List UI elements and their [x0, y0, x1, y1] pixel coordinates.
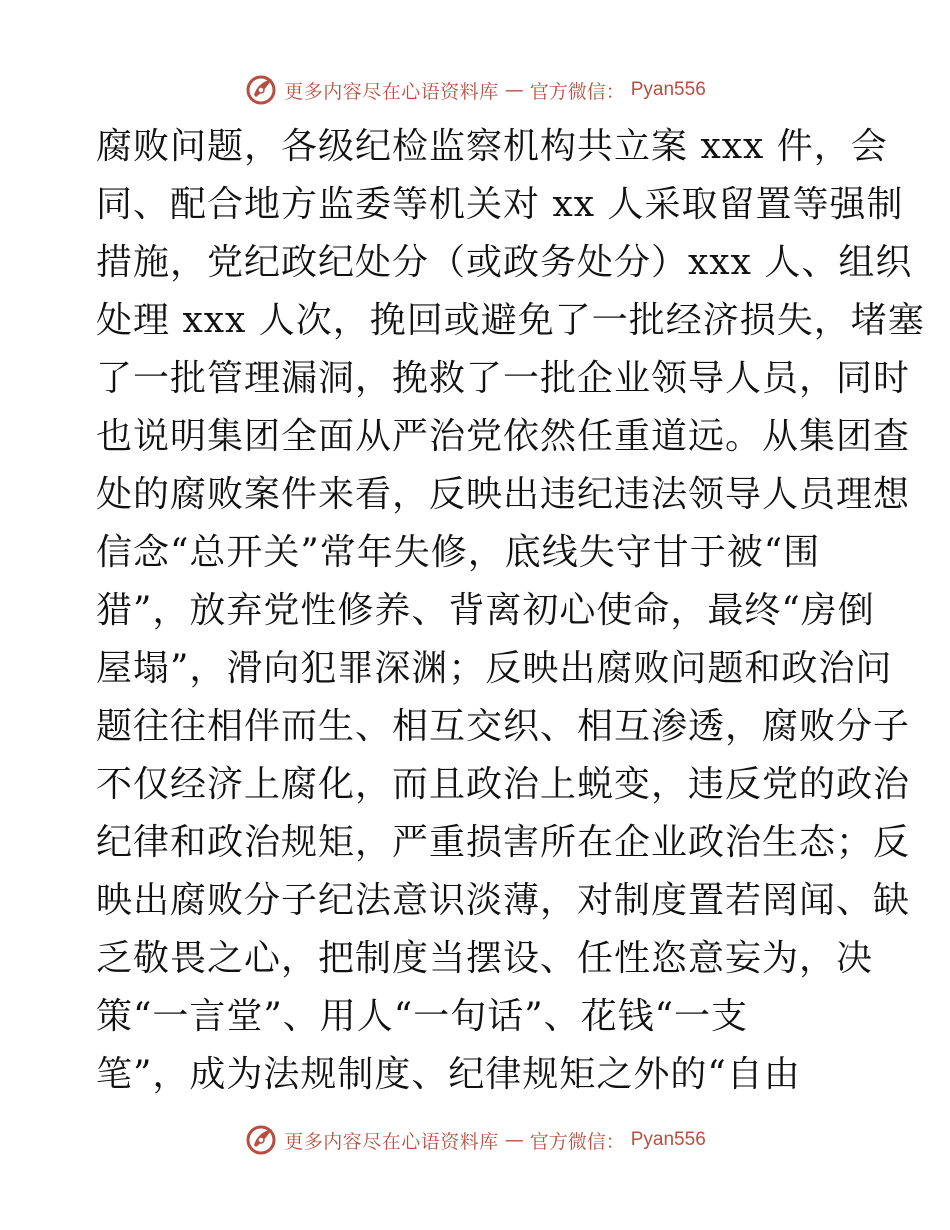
paragraph-line: 猎”，放弃党性修养、背离初心使命，最终“房倒 [96, 590, 875, 631]
paragraph-line: 腐败问题，各级纪检监察机构共立案 xxx 件，会 [96, 126, 888, 167]
brand-logo-icon [244, 73, 278, 107]
watermark-text: 更多内容尽在心语资料库 [284, 80, 499, 103]
paragraph-line: 了一批管理漏洞，挽救了一批企业领导人员，同时 [96, 358, 911, 399]
paragraph-line: 处理 xxx 人次，挽回或避免了一批经济损失，堵塞 [96, 300, 925, 341]
paragraph-line: 信念“总开关”常年失修，底线失守甘于被“围 [96, 532, 821, 573]
paragraph-line: 乏敬畏之心，把制度当摆设、任性恣意妄为，决 [96, 938, 874, 979]
paragraph-line: 处的腐败案件来看，反映出违纪违法领导人员理想 [96, 474, 911, 515]
watermark-text: 更多内容尽在心语资料库 [284, 1130, 499, 1153]
paragraph-line: 纪律和政治规矩，严重损害所在企业政治生态；反 [96, 822, 911, 863]
watermark-account: Pyan556 [630, 1129, 706, 1150]
paragraph-line: 映出腐败分子纪法意识淡薄，对制度置若罔闻、缺 [96, 880, 911, 921]
footer-watermark [0, 1120, 950, 1160]
watermark-account: Pyan556 [630, 79, 706, 100]
watermark-label: 官方微信： [529, 80, 625, 103]
paragraph-line: 题往往相伴而生、相互交织、相互渗透，腐败分子 [96, 706, 911, 747]
brand-logo-icon [244, 1123, 278, 1157]
paragraph-line: 不仅经济上腐化，而且政治上蜕变，违反党的政治 [96, 764, 911, 805]
paragraph-line: 策“一言堂”、用人“一句话”、花钱“一支 [96, 996, 749, 1037]
watermark-label: 官方微信： [529, 1130, 625, 1153]
paragraph-line: 屋塌”，滑向犯罪深渊；反映出腐败问题和政治问 [96, 648, 893, 689]
paragraph-line: 措施，党纪政纪处分（或政务处分）xxx 人、组织 [96, 242, 913, 283]
document-body [96, 118, 925, 1104]
header-watermark [0, 70, 950, 110]
paragraph-line: 笔”，成为法规制度、纪律规矩之外的“自由 [96, 1054, 801, 1095]
watermark-separator: — [504, 79, 524, 101]
paragraph-line: 同、配合地方监委等机关对 xx 人采取留置等强制 [96, 184, 904, 225]
paragraph-line: 也说明集团全面从严治党依然任重道远。从集团查 [96, 416, 911, 457]
watermark-separator: — [504, 1129, 524, 1151]
